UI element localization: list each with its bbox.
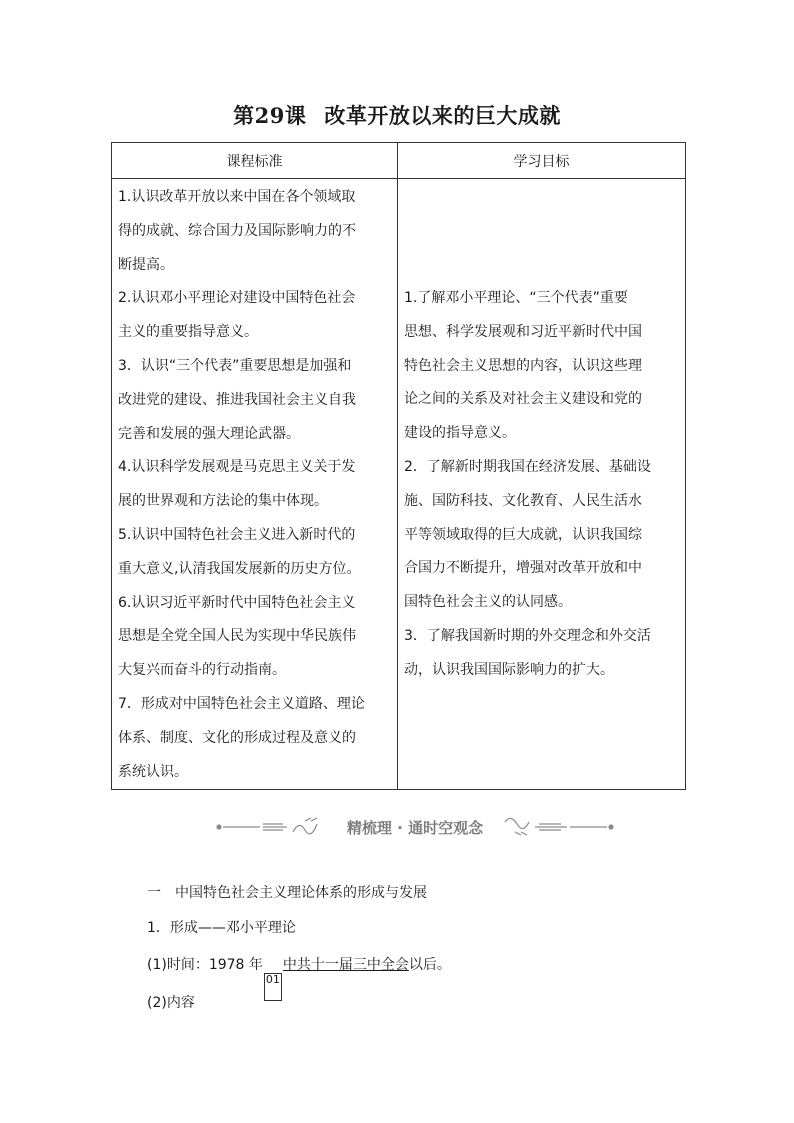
goal-line: 思想、科学发展观和习近平新时代中国 bbox=[404, 323, 642, 340]
blank-number-box: 01 bbox=[264, 973, 282, 1001]
lesson-name: 改革开放以来的巨大成就 bbox=[324, 103, 561, 128]
goal-line: 国特色社会主义的认同感。 bbox=[404, 594, 572, 611]
goal-line: 1.了解邓小平理论、“三个代表”重要 bbox=[404, 290, 628, 306]
goal-line: 特色社会主义思想的内容，认识这些理 bbox=[404, 357, 642, 374]
table-body-row bbox=[112, 179, 686, 790]
header-curriculum-standard: 课程标准 bbox=[112, 143, 398, 179]
standard-line: 断提高。 bbox=[118, 256, 174, 273]
standard-line: 完善和发展的强大理论武器。 bbox=[118, 425, 300, 442]
standard-line: 得的成就、综合国力及国际影响力的不 bbox=[118, 222, 356, 239]
content-label: (2)内容 bbox=[147, 995, 195, 1011]
table-header-row bbox=[112, 143, 686, 179]
standard-line: 改进党的建设、推进我国社会主义自我 bbox=[118, 391, 356, 408]
standards-table bbox=[111, 142, 686, 790]
standard-line: 5.认识中国特色社会主义进入新时代的 bbox=[118, 526, 356, 543]
standard-line: 展的世界观和方法论的集中体现。 bbox=[118, 493, 328, 510]
blank-answer: 中共十一届三中全会 bbox=[282, 957, 409, 973]
standard-line: 重大意义,认清我国发展新的历史方位。 bbox=[118, 560, 361, 577]
curriculum-standard-cell bbox=[112, 179, 398, 790]
standard-line: 体系、制度、文化的形成过程及意义的 bbox=[118, 729, 356, 746]
goal-line: 合国力不断提升，增强对改革开放和中 bbox=[404, 560, 642, 577]
lesson-number: 第29课 bbox=[233, 103, 307, 128]
page-title bbox=[0, 100, 794, 130]
goal-line: 论之间的关系及对社会主义建设和党的 bbox=[404, 391, 642, 408]
standard-line: 2.认识邓小平理论对建设中国特色社会 bbox=[118, 290, 356, 307]
standard-line: 4.认识科学发展观是马克思主义关于发 bbox=[118, 459, 356, 476]
standard-line: 1.认识改革开放以来中国在各个领域取 bbox=[118, 189, 356, 205]
standard-line: 3．认识“三个代表”重要思想是加强和 bbox=[118, 357, 352, 374]
standard-line: 系统认识。 bbox=[118, 763, 188, 780]
goal-line: 平等领域取得的巨大成就，认识我国综 bbox=[404, 526, 642, 543]
standard-line: 7．形成对中国特色社会主义道路、理论 bbox=[118, 695, 365, 712]
banner-title: 精梳理 · 通时空观念 bbox=[346, 819, 484, 837]
section-banner bbox=[215, 812, 615, 842]
section-heading: 一 中国特色社会主义理论体系的形成与发展 bbox=[147, 885, 427, 901]
standard-line: 6.认识习近平新时代中国特色社会主义 bbox=[118, 594, 356, 611]
standard-line: 主义的重要指导意义。 bbox=[118, 324, 258, 341]
header-learning-goals: 学习目标 bbox=[398, 143, 686, 179]
standard-line: 思想是全党全国人民为实现中华民族伟 bbox=[118, 628, 356, 645]
time-prefix: (1)时间：1978 年 bbox=[147, 957, 263, 973]
goal-line: 2．了解新时期我国在经济发展、基础设 bbox=[404, 458, 651, 475]
learning-goals-cell bbox=[398, 179, 686, 790]
goal-line: 建设的指导意义。 bbox=[404, 425, 516, 442]
goal-line: 施、国防科技、文化教育、人民生活水 bbox=[404, 492, 642, 509]
time-suffix: 以后。 bbox=[408, 957, 451, 973]
subsection-heading: 1．形成——邓小平理论 bbox=[147, 920, 296, 936]
goal-line: 3．了解我国新时期的外交理念和外交活 bbox=[404, 627, 651, 644]
goal-line: 动，认识我国国际影响力的扩大。 bbox=[404, 661, 614, 678]
standard-line: 大复兴而奋斗的行动指南。 bbox=[118, 662, 286, 679]
